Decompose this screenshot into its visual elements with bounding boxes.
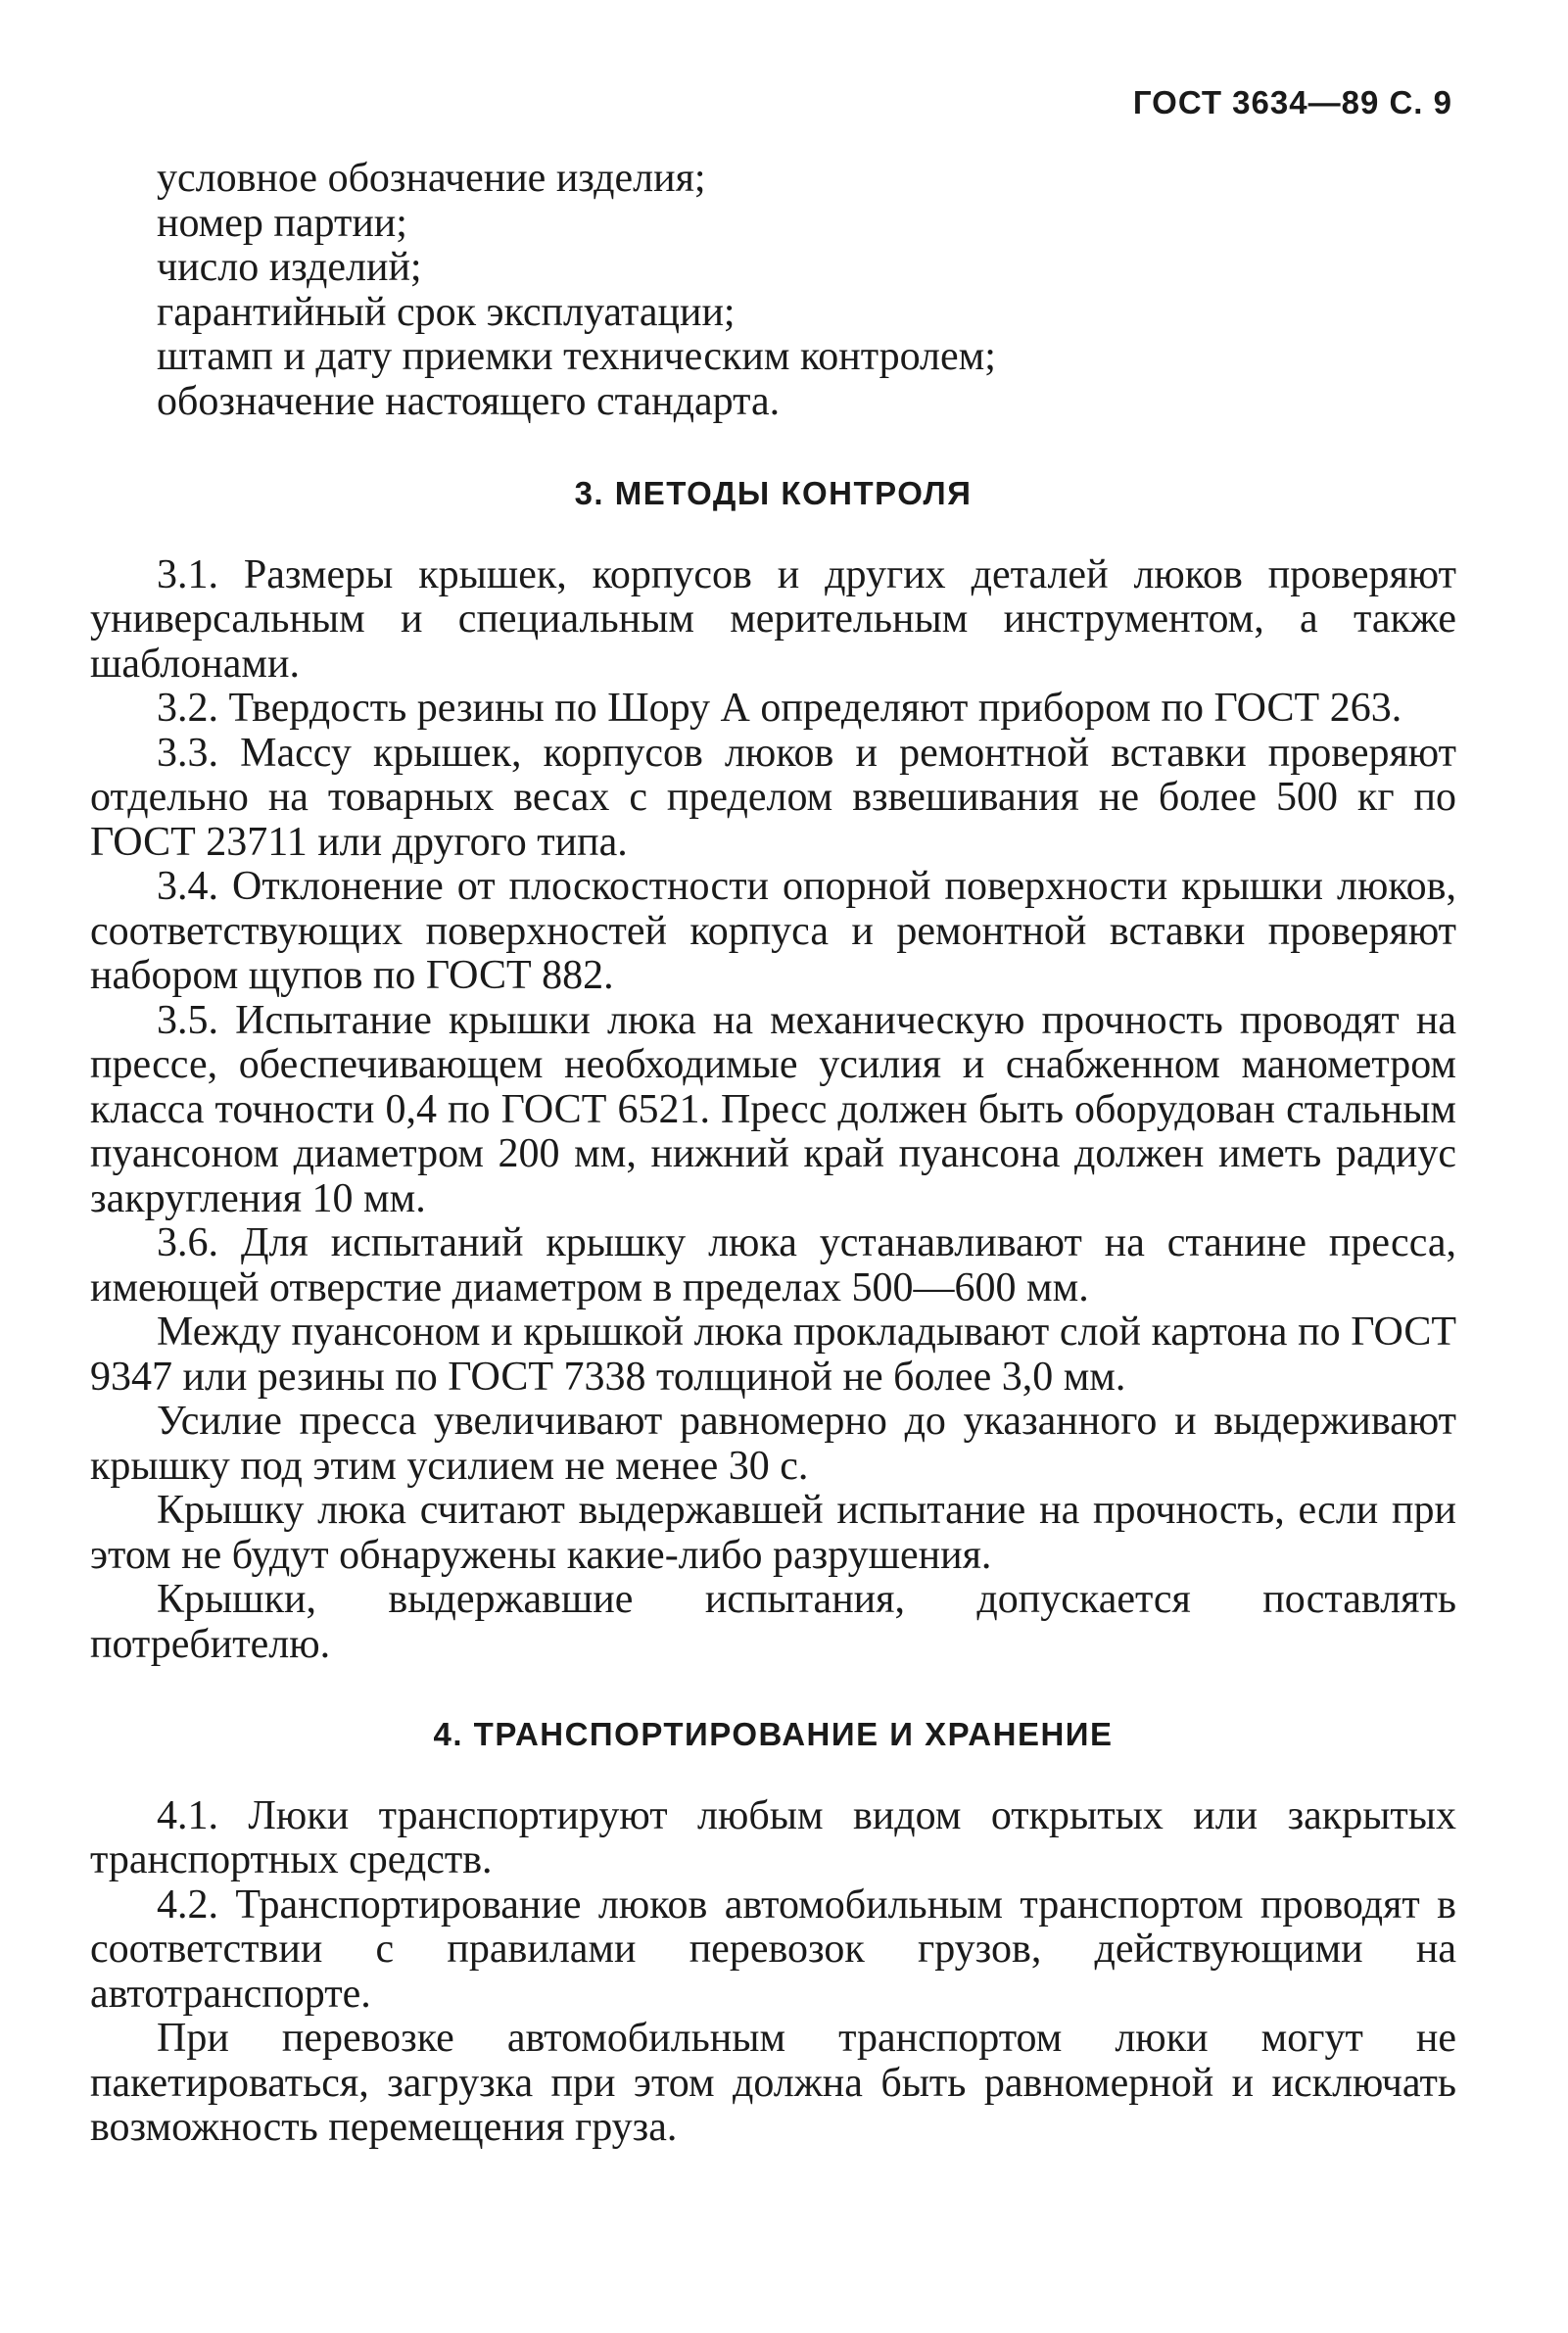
list-item: гарантийный срок эксплуатации; (157, 289, 736, 335)
paragraph-3-5: 3.5. Испытание крышки люка на механическую прочность проводят на прессе, обеспечивающем необходимые усилия и снабженном манометром класса точности 0,4 по ГОСТ 6521. Пресс должен быть оборудован стальным пуансоном диаметром 200 мм, нижний край пуансона должен иметь радиус закругления 10 мм. (90, 997, 1456, 1221)
list-item: число изделий; (157, 245, 422, 290)
paragraph-3-2: 3.2. Твердость резины по Шору А определяют прибором по ГОСТ 263. (157, 686, 1402, 731)
paragraph-3-6-cardboard: Между пуансоном и крышкой люка прокладывают слой картона по ГОСТ 9347 или резины по ГОСТ 7338 толщиной не более 3,0 мм. (90, 1309, 1456, 1400)
page-content (90, 157, 1456, 2151)
marking-list (90, 157, 1456, 424)
list-item: условное обозначение изделия; (157, 156, 706, 201)
paragraph-3-3: 3.3. Массу крышек, корпусов люков и ремонтной вставки проверяют отдельно на товарных весах с пределом взвешивания не более 500 кг по ГОСТ 23711 или другого типа. (90, 730, 1456, 865)
paragraph-3-6-delivery: Крышки, выдержавшие испытания, допускается поставлять потребителю. (90, 1577, 1456, 1667)
paragraph-4-1: 4.1. Люки транспортируют любым видом открытых или закрытых транспортных средств. (90, 1792, 1456, 1882)
paragraph-3-6-pass: Крышку люка считают выдержавшей испытание на прочность, если при этом не будут обнаружены какие-либо разрушения. (90, 1488, 1456, 1578)
paragraph-3-6-force: Усилие пресса увеличивают равномерно до указанного и выдерживают крышку под этим усилием не менее 30 с. (90, 1399, 1456, 1489)
section-3-heading: 3. МЕТОДЫ КОНТРОЛЯ (574, 475, 973, 511)
paragraph-3-6: 3.6. Для испытаний крышку люка устанавливают на станине пресса, имеющей отверстие диаметром в пределах 500—600 мм. (90, 1220, 1456, 1310)
list-item: номер партии; (157, 200, 407, 246)
list-item: штамп и дату приемки техническим контролем; (157, 334, 996, 379)
paragraph-3-1: 3.1. Размеры крышек, корпусов и других деталей люков проверяют универсальным и специальным мерительным инструментом, а также шаблонами. (90, 551, 1456, 687)
list-item: обозначение настоящего стандарта. (157, 378, 781, 424)
paragraph-4-2: 4.2. Транспортирование люков автомобильным транспортом проводят в соответствии с правилами перевозок грузов, действующими на автотранспорте. (90, 1881, 1456, 2017)
paragraph-3-4: 3.4. Отклонение от плоскостности опорной поверхности крышки люков, соответствующих поверхностей корпуса и ремонтной вставки проверяют набором щупов по ГОСТ 882. (90, 864, 1456, 998)
running-header: ГОСТ 3634—89 С. 9 (1132, 84, 1452, 120)
section-4-heading: 4. ТРАНСПОРТИРОВАНИЕ И ХРАНЕНИЕ (433, 1716, 1114, 1752)
paragraph-4-2-loading: При перевозке автомобильным транспортом люки могут не пакетироваться, загрузка при этом должна быть равномерной и исключать возможность перемещения груза. (90, 2016, 1456, 2150)
section-3-body (90, 553, 1456, 1668)
section-4-body (90, 1794, 1456, 2151)
